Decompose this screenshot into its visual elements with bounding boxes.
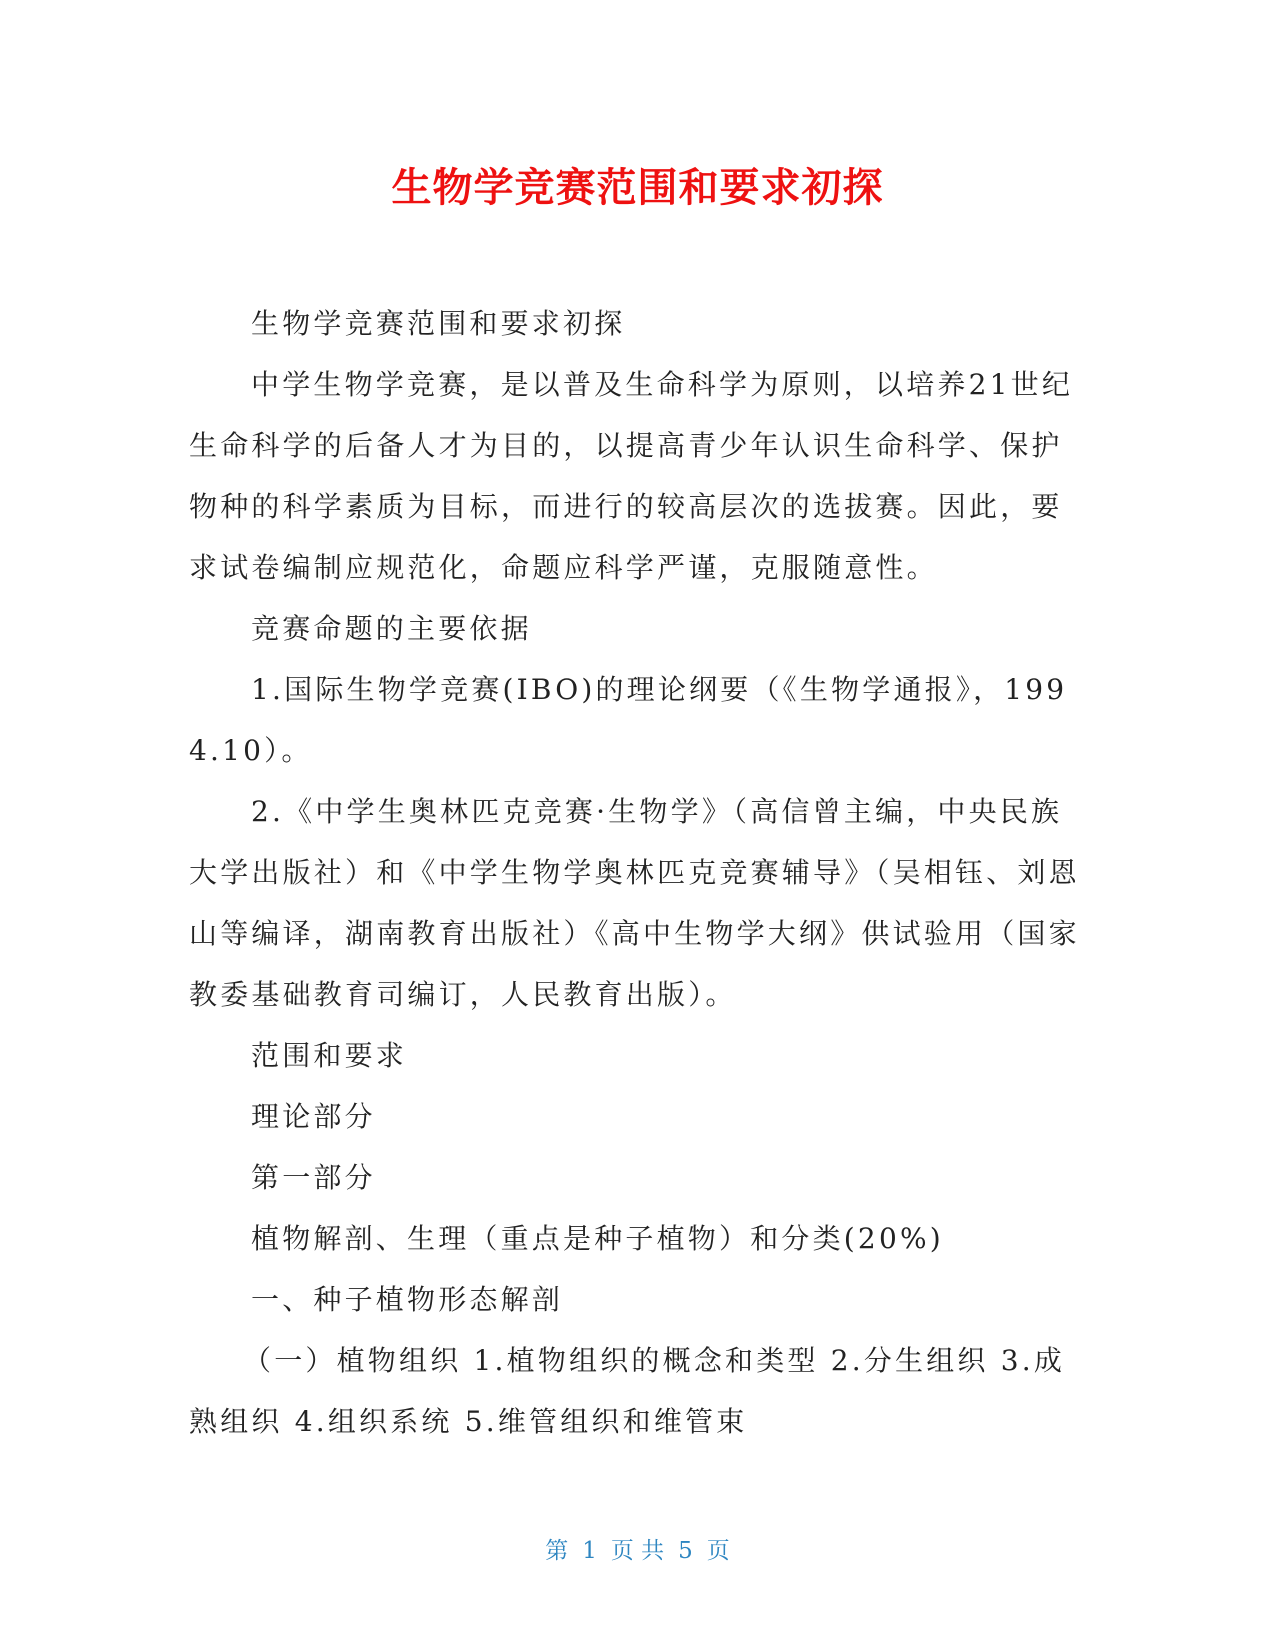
current-page-number: 1 (582, 1538, 597, 1564)
total-page-number: 5 (678, 1538, 693, 1564)
paragraph-seed-plant-heading: 一、种子植物形态解剖 (251, 1283, 564, 1316)
paragraph-part-one: 第一部分 (251, 1161, 376, 1194)
document-body (189, 293, 1085, 1452)
paragraph-basis-2: 2.《中学生奥林匹克竞赛·生物学》（高信曾主编，中央民族大学出版社）和《中学生物学奥林匹克竞赛辅导》（吴相钰、刘恩山等编译，湖南教育出版社）《高中生物学大纲》供试验用（国家教委基础教育司编订，人民教育出版）。 (189, 795, 1080, 1011)
paragraph-basis-heading: 竞赛命题的主要依据 (251, 612, 532, 645)
paragraph-basis-1: 1.国际生物学竞赛(IBO)的理论纲要（《生物学通报》，1994.10）。 (189, 673, 1068, 767)
paragraph-intro: 中学生物学竞赛，是以普及生命科学为原则，以培养21世纪生命科学的后备人才为目的，以提高青少年认识生命科学、保护物种的科学素质为目标，而进行的较高层次的选拔赛。因此，要求试卷编制应规范化，命题应科学严谨，克服随意性。 (189, 368, 1074, 584)
page-footer (0, 1532, 1275, 1565)
paragraph-plant-tissue: （一）植物组织 1.植物组织的概念和类型 2.分生组织 3.成熟组织 4.组织系统 5.维管组织和维管束 (189, 1344, 1066, 1438)
footer-suffix: 页 (706, 1538, 730, 1564)
footer-middle: 页 共 (610, 1538, 665, 1564)
paragraph-scope-heading: 范围和要求 (251, 1039, 408, 1072)
document-title: 生物学竞赛范围和要求初探 (391, 165, 884, 211)
footer-prefix: 第 (545, 1538, 569, 1564)
paragraph-plant-section: 植物解剖、生理（重点是种子植物）和分类(20%) (251, 1222, 944, 1255)
paragraph-heading: 生物学竞赛范围和要求初探 (251, 307, 626, 340)
paragraph-theory-heading: 理论部分 (251, 1100, 376, 1133)
